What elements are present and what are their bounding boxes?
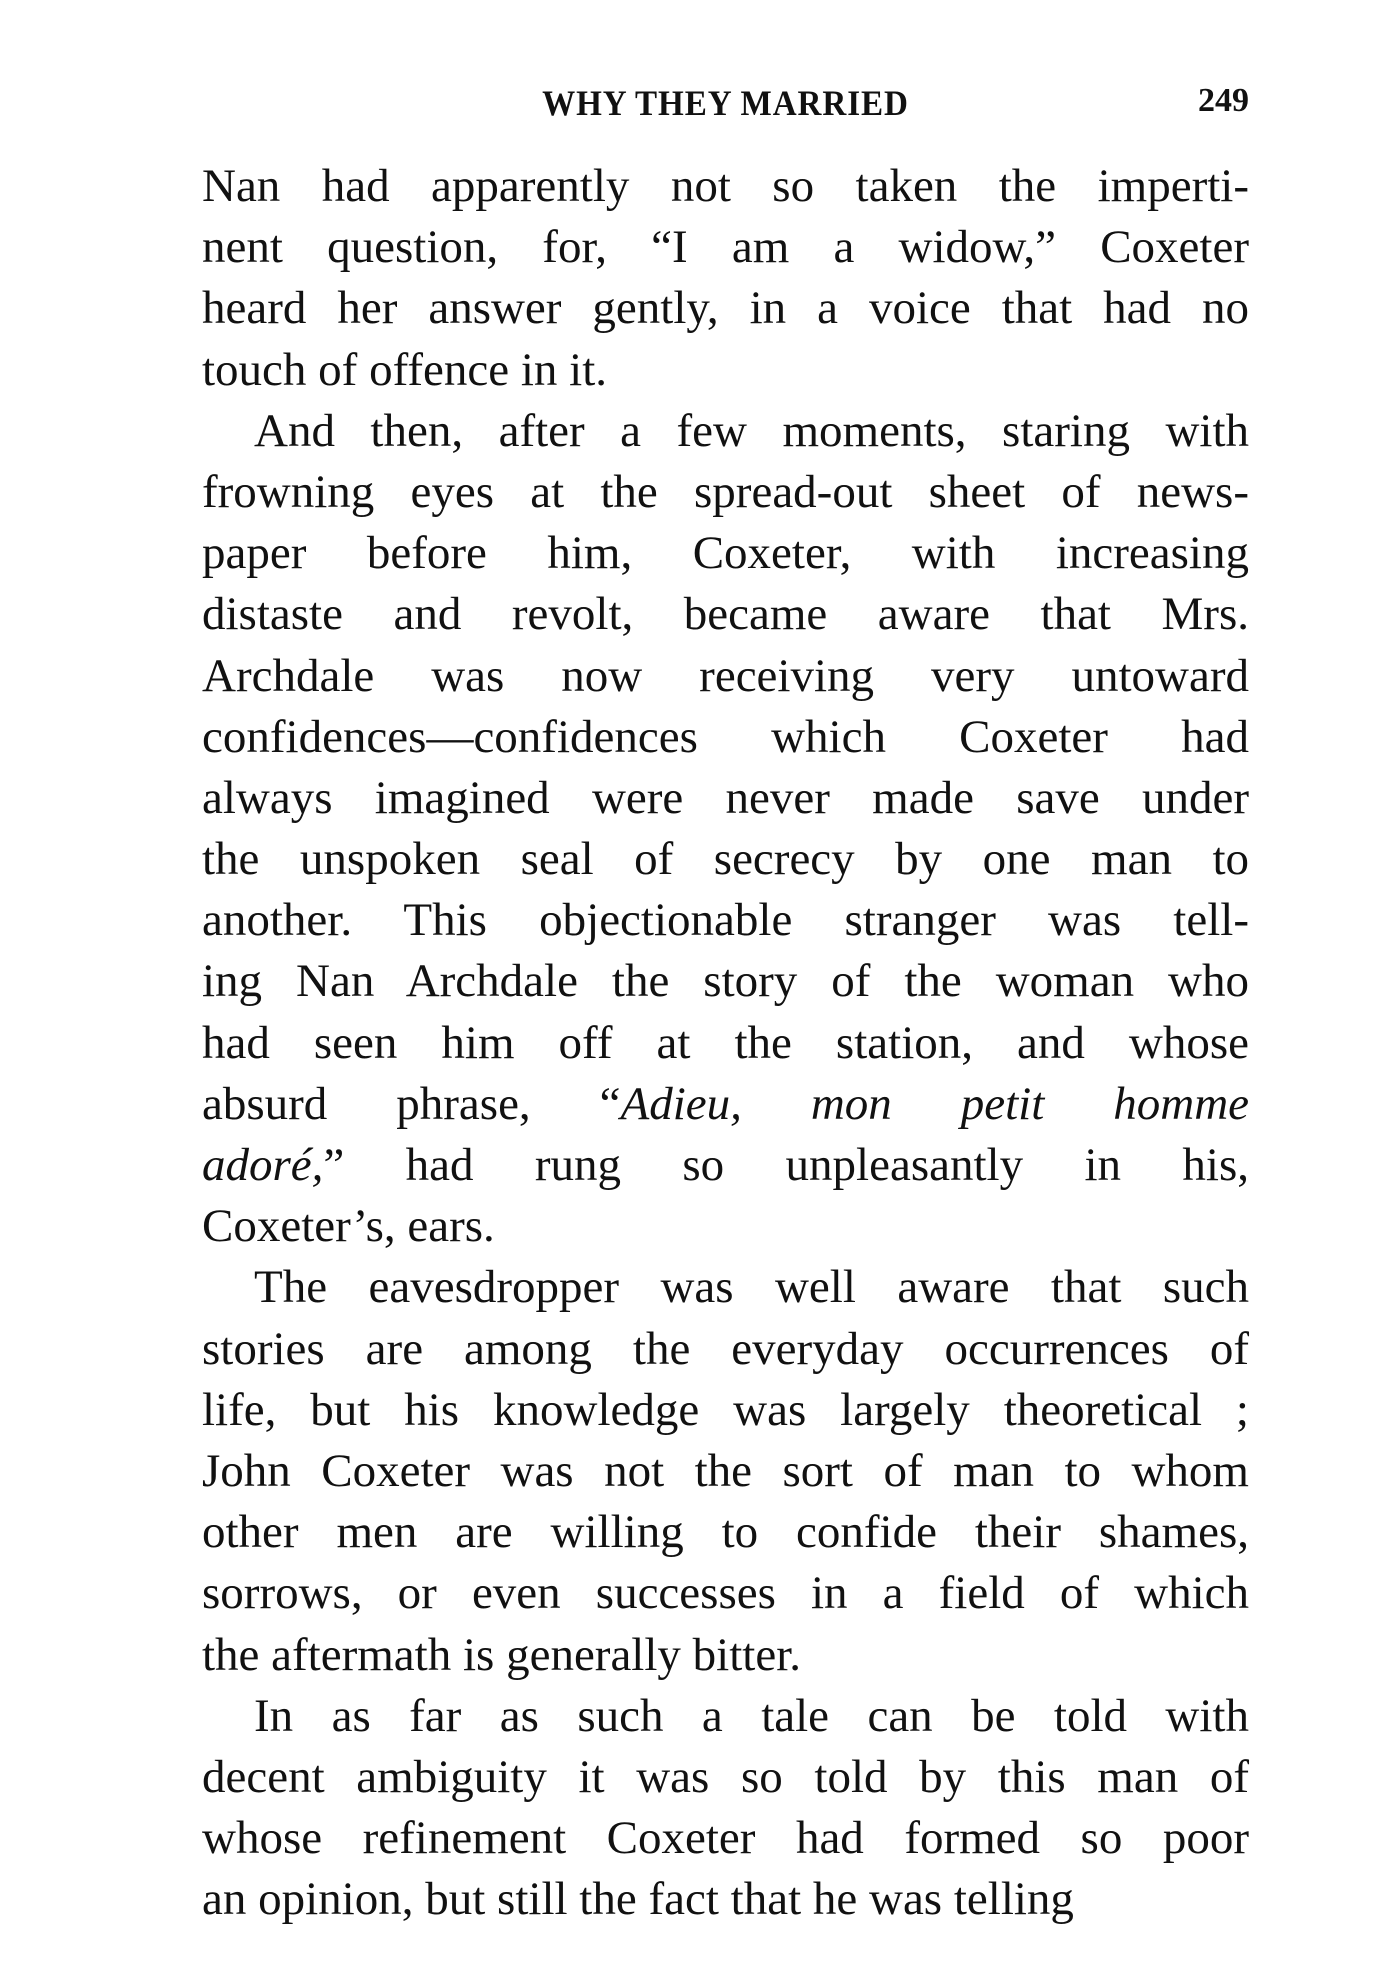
text-span: ing Nan Archdale the story of the woman who [202,955,1249,1008]
text-line [202,340,1249,401]
paragraph [202,156,1249,401]
italic-text: Adieu, mon petit homme [620,1077,1250,1130]
text-span: distaste and revolt, became aware that Mrs. [202,588,1249,641]
text-line [202,646,1249,707]
text-span: sorrows, or even successes in a field of which [202,1567,1249,1620]
text-span: The eavesdropper was well aware that such [254,1261,1249,1314]
paragraph [202,1257,1249,1685]
running-header [202,82,1249,132]
paragraph [202,401,1249,1258]
text-span: frowning eyes at the spread-out sheet of news- [202,465,1249,518]
text-span: paper before him, Coxeter, with increasing [202,527,1249,580]
text-span: the unspoken seal of secrecy by one man to [202,833,1249,886]
text-line [202,1441,1249,1502]
text-span: absurd phrase, “ [202,1077,621,1130]
text-line [202,707,1249,768]
text-span: Nan had apparently not so taken the imperti- [202,160,1249,212]
text-line [202,401,1249,462]
paragraph [202,1686,1249,1931]
italic-text: adoré, [202,1139,324,1191]
text-line [202,1380,1249,1441]
text-span: stories are among the everyday occurrences of [202,1322,1249,1375]
text-line [202,156,1249,217]
text-line [202,1196,1249,1257]
text-line [202,1869,1249,1930]
text-span: ” had rung so unpleasantly in his, [323,1139,1249,1191]
running-title: WHY THEY MARRIED [542,83,909,123]
text-line [202,278,1249,339]
text-span: life, but his knowledge was largely theoretical ; [202,1383,1249,1436]
text-line [202,1808,1249,1869]
text-line [202,1747,1249,1808]
text-span: And then, after a few moments, staring with [254,404,1249,457]
text-span: nent question, for, “I am a widow,” Coxeter [202,221,1249,274]
text-line [202,829,1249,890]
text-span: touch of offence in it. [202,343,608,396]
text-line [202,768,1249,829]
text-span: Coxeter’s, ears. [202,1200,495,1253]
text-span: always imagined were never made save under [202,771,1249,824]
text-span: whose refinement Coxeter had formed so poor [202,1812,1249,1865]
text-line [202,217,1249,278]
text-line [202,1013,1249,1074]
text-span: Archdale was now receiving very untoward [202,649,1249,702]
text-span: another. This objectionable stranger was tell- [202,894,1249,947]
body-text [202,156,1249,1930]
text-line [202,1502,1249,1563]
text-span: other men are willing to confide their shames, [202,1506,1249,1559]
text-line [202,584,1249,645]
text-line [202,462,1249,523]
text-span: an opinion, but still the fact that he was telling [202,1873,1074,1926]
text-line [202,1135,1249,1196]
text-line [202,890,1249,951]
text-line [202,1319,1249,1380]
text-line [202,1074,1249,1135]
text-span: heard her answer gently, in a voice that had no [202,282,1249,335]
text-span: confidences—confidences which Coxeter had [202,710,1249,763]
text-line [202,951,1249,1012]
text-span: had seen him off at the station, and whose [202,1016,1249,1069]
page-number: 249 [1198,82,1249,119]
text-line [202,1257,1249,1318]
text-line [202,1563,1249,1624]
text-span: the aftermath is generally bitter. [202,1628,802,1681]
text-span: In as far as such a tale can be told with [254,1689,1249,1742]
text-line [202,1686,1249,1747]
text-span: John Coxeter was not the sort of man to whom [202,1444,1249,1497]
text-line [202,523,1249,584]
text-line [202,1625,1249,1686]
text-span: decent ambiguity it was so told by this man of [202,1750,1249,1803]
